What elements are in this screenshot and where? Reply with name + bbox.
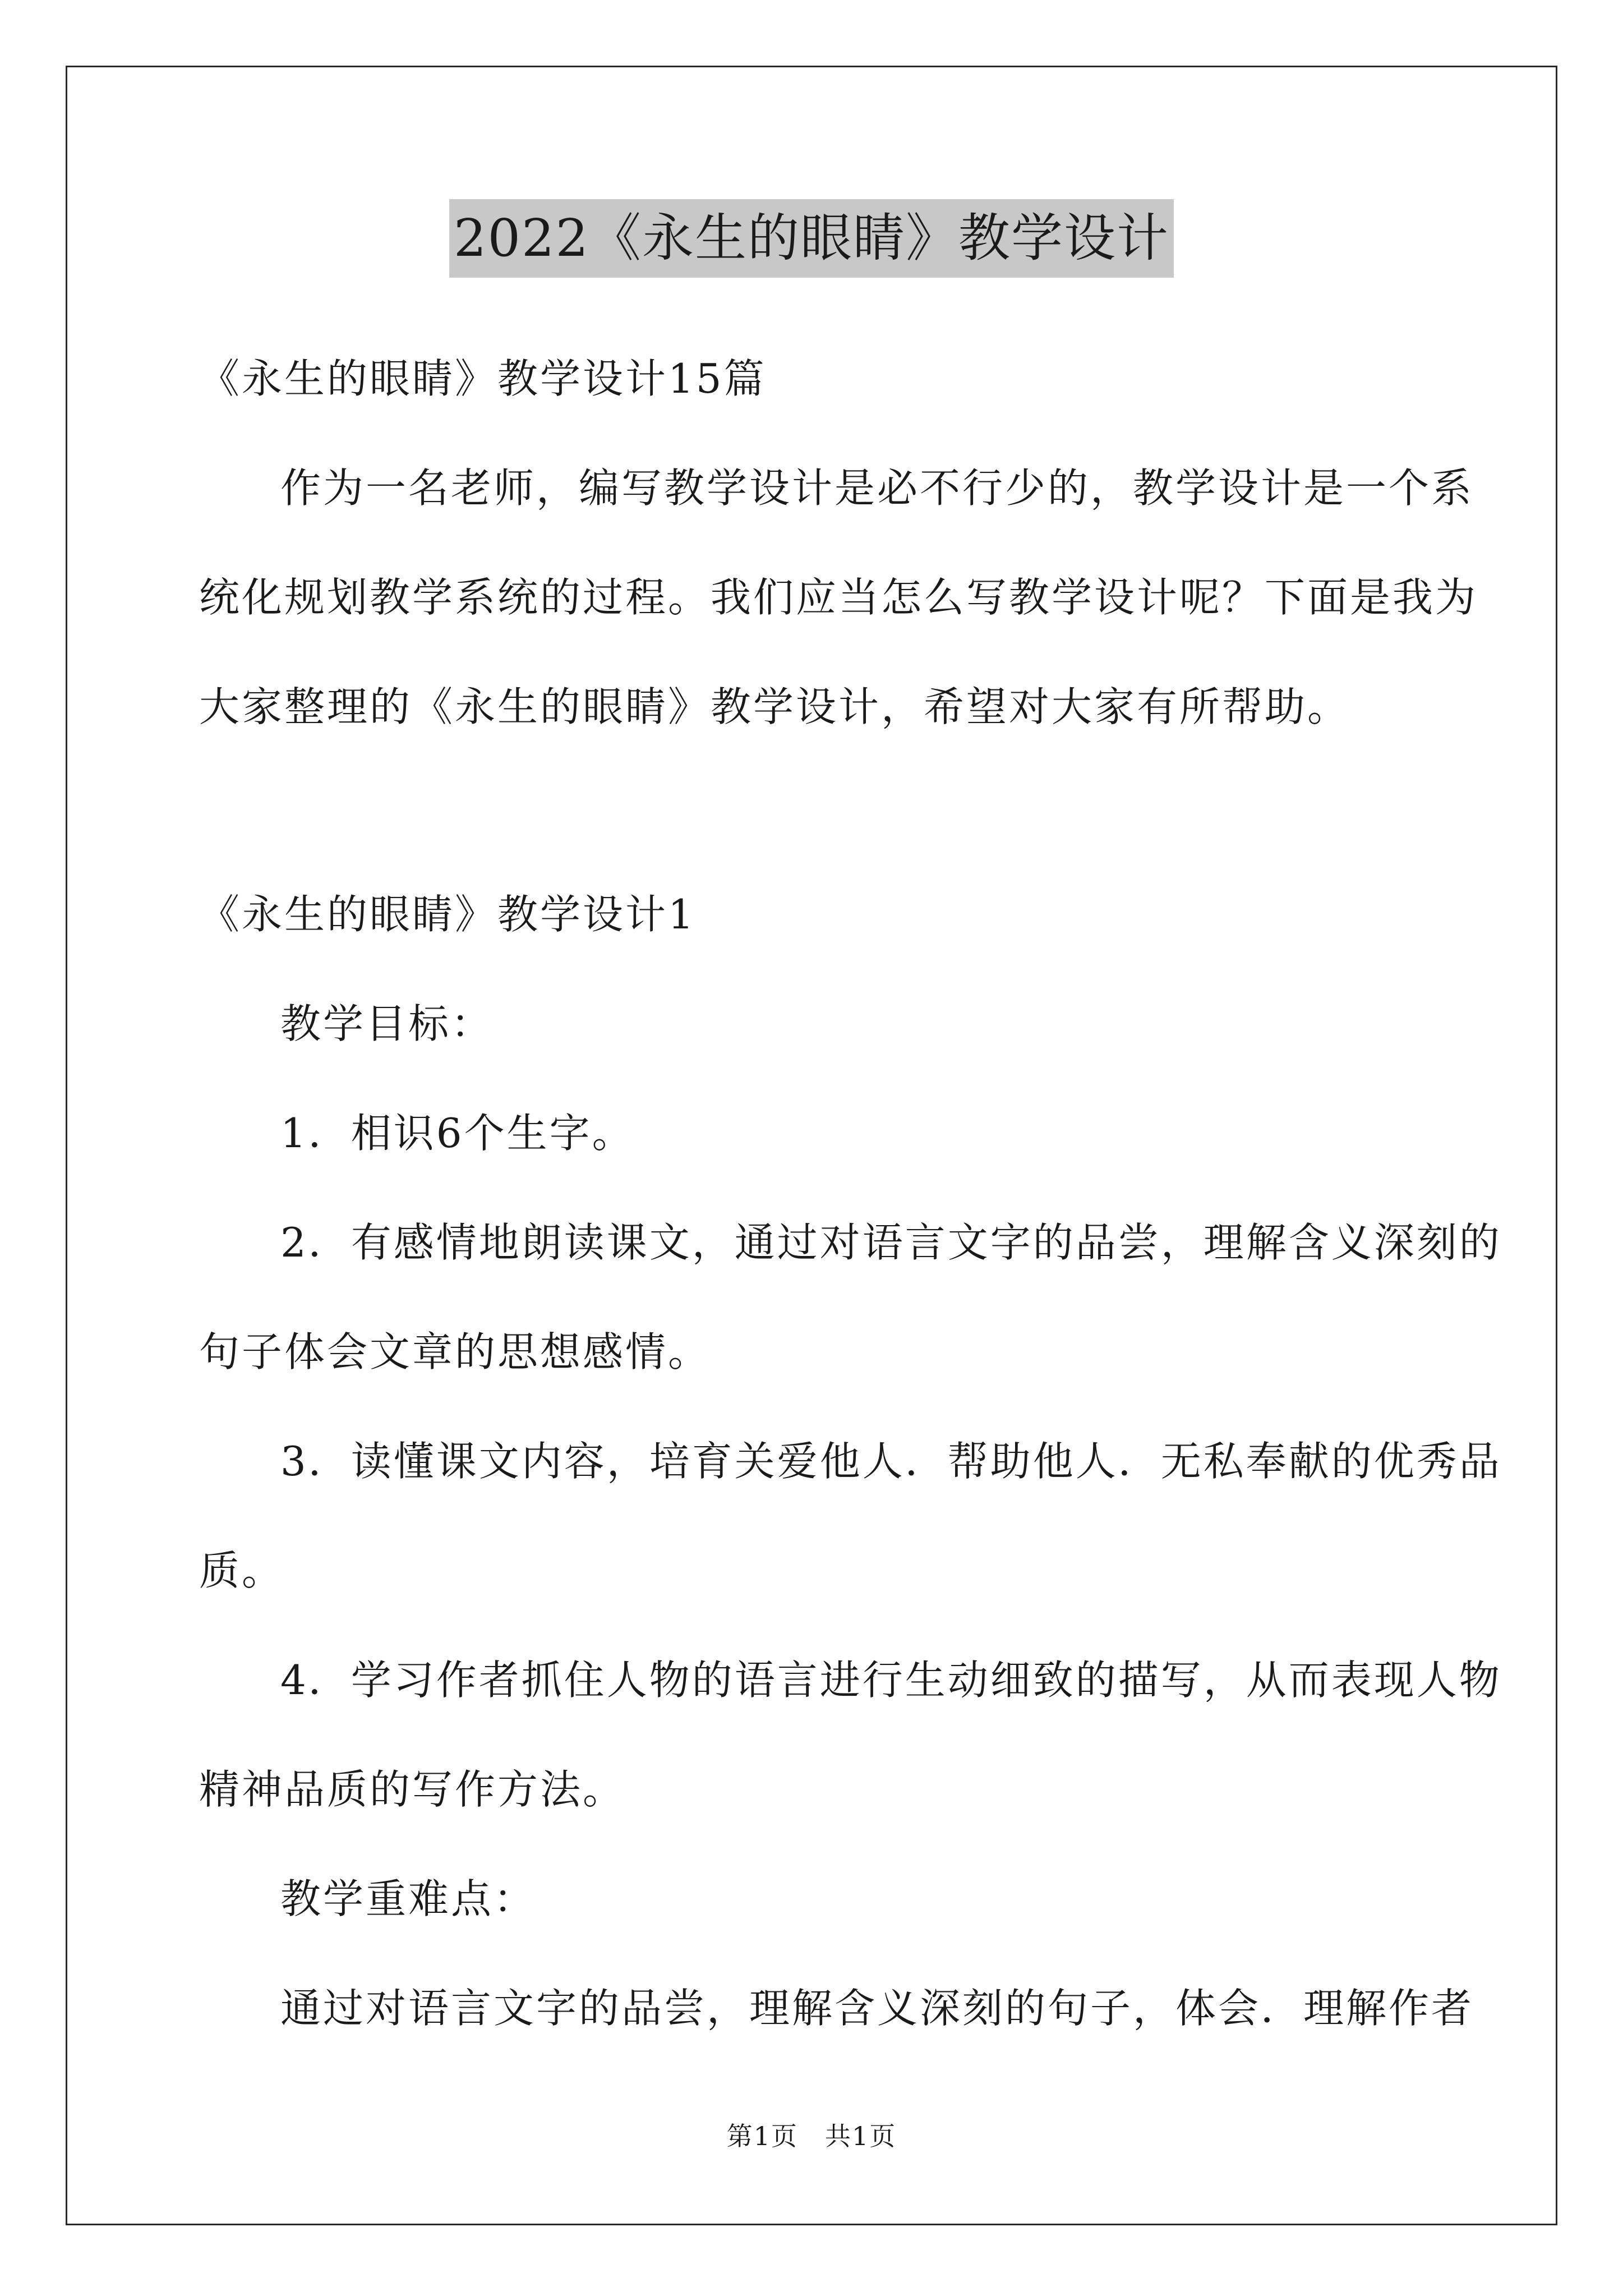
- document-title: 2022《永生的眼睛》教学设计: [449, 199, 1174, 278]
- objective-4-line-2: 精神品质的写作方法。: [199, 1766, 626, 1813]
- objective-3-line-2: 质。: [199, 1547, 285, 1594]
- objective-1: 1．相识6个生字。: [280, 1110, 635, 1157]
- objectives-heading: 教学目标：: [280, 1000, 494, 1047]
- intro-line-1: 作为一名老师，编写教学设计是必不行少的，教学设计是一个系: [280, 464, 1474, 512]
- intro-line-3: 大家整理的《永生的眼睛》教学设计，希望对大家有所帮助。: [199, 683, 1350, 730]
- intro-line-2: 统化规划教学系统的过程。我们应当怎么写教学设计呢？下面是我为: [199, 574, 1478, 621]
- page-footer: 第1页 共1页: [726, 2121, 897, 2151]
- objective-3-line-1: 3．读懂课文内容，培育关爱他人．帮助他人．无私奉献的优秀品: [280, 1438, 1502, 1485]
- section-heading: 《永生的眼睛》教学设计1: [199, 891, 696, 938]
- key-points-line-1: 通过对语言文字的品尝，理解含义深刻的句子，体会．理解作者: [280, 1985, 1474, 2032]
- objective-2-line-2: 句子体会文章的思想感情。: [199, 1328, 711, 1375]
- key-points-heading: 教学重难点：: [280, 1875, 537, 1922]
- subtitle-line: 《永生的眼睛》教学设计15篇: [199, 355, 767, 402]
- objective-4-line-1: 4．学习作者抓住人物的语言进行生动细致的描写，从而表现人物: [280, 1657, 1502, 1704]
- objective-2-line-1: 2．有感情地朗读课文，通过对语言文字的品尝，理解含义深刻的: [280, 1219, 1502, 1266]
- title-container: [0, 199, 1623, 278]
